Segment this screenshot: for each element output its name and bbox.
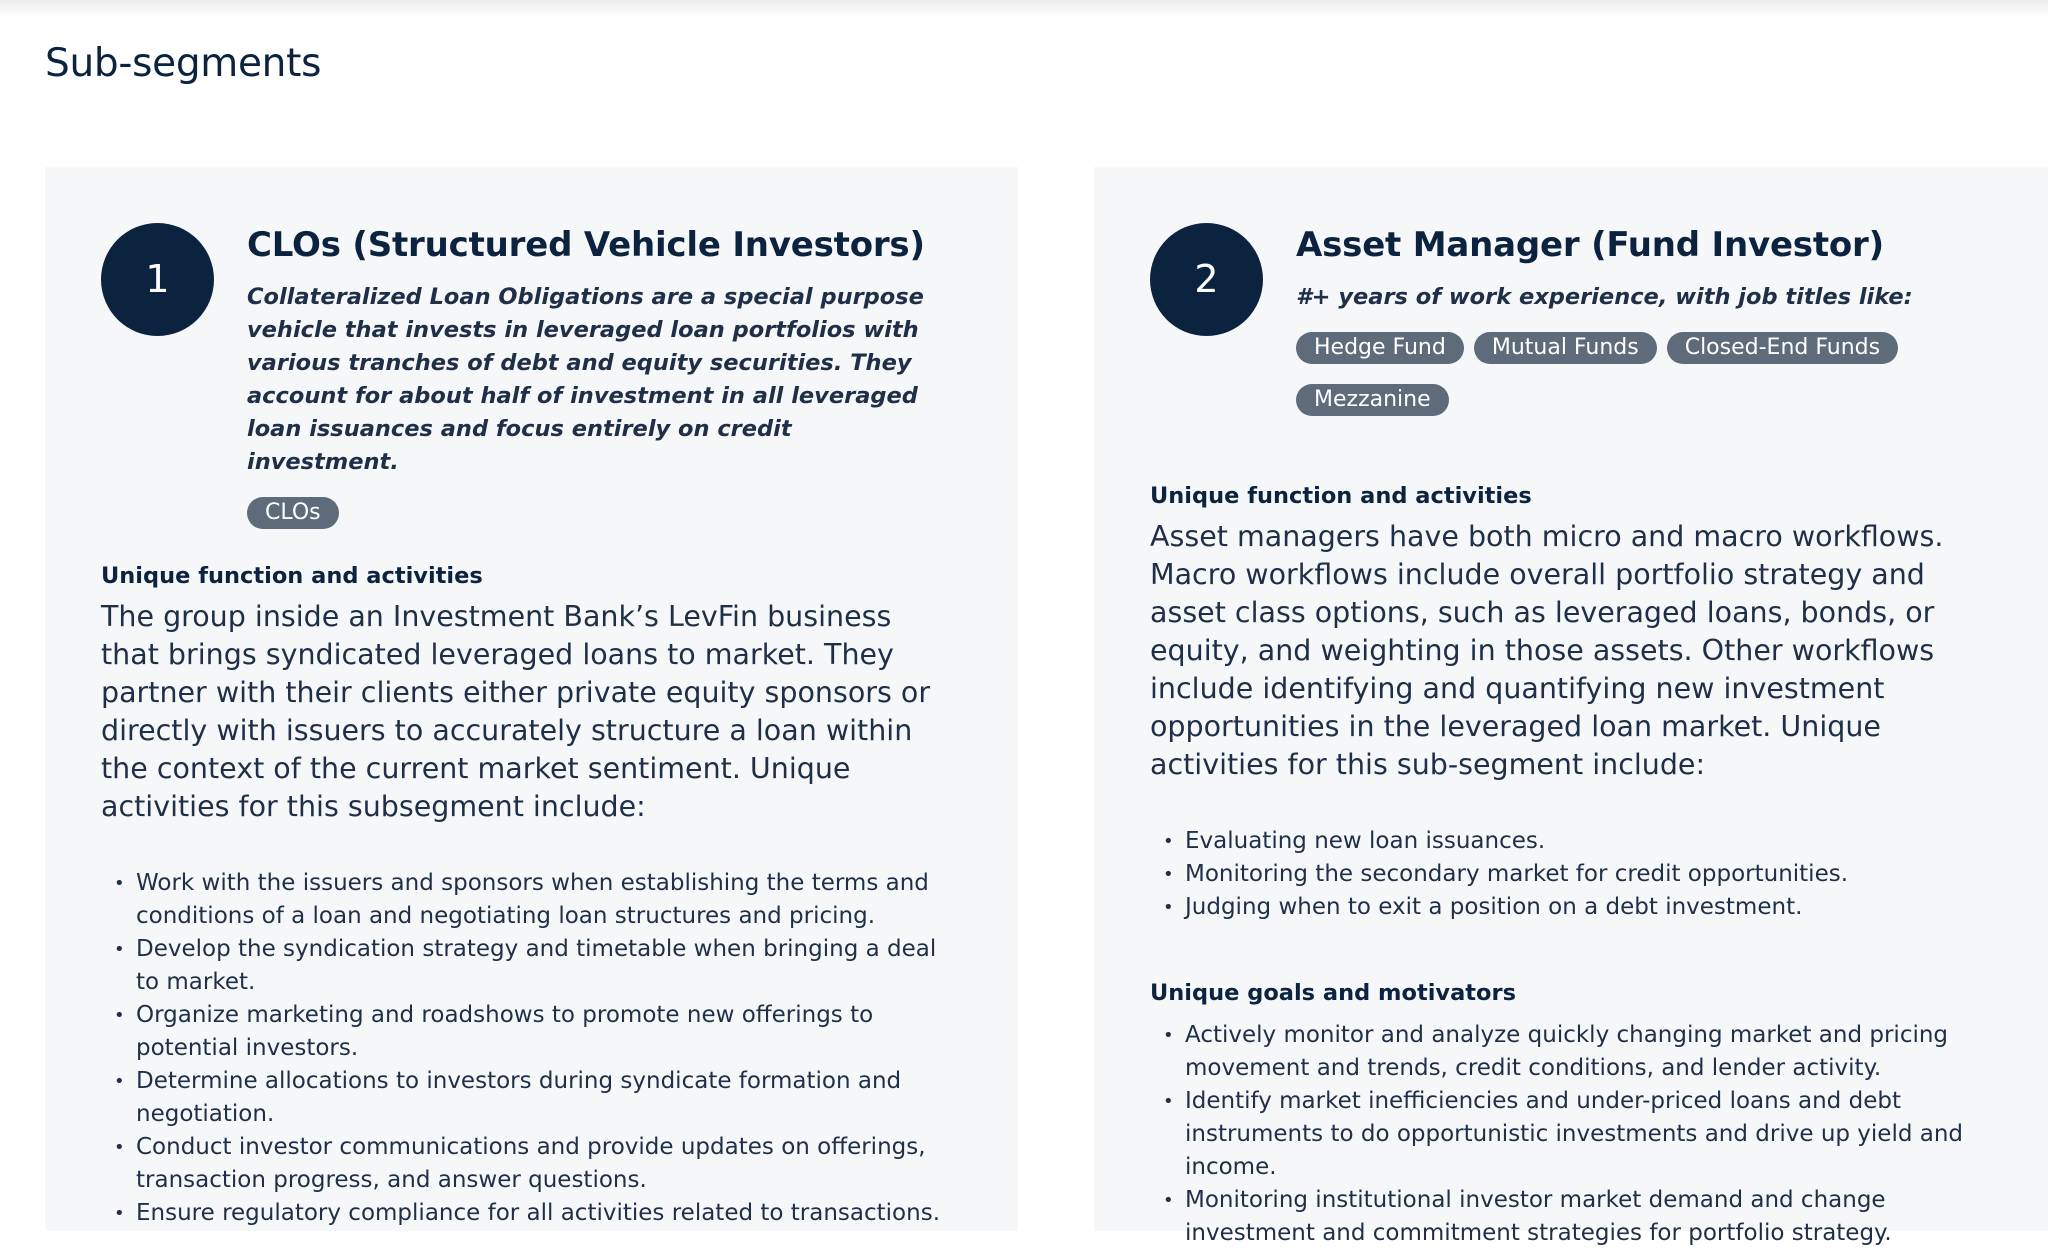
list-item: • Monitoring the secondary market for credit opportunities.	[1150, 858, 1980, 891]
activities-list	[1150, 825, 1980, 924]
subsegment-card-asset-manager	[1094, 167, 2048, 1246]
list-item: • Work with the issuers and sponsors when establishing the terms and conditions of a loan and negotiating loan structures and pricing.	[101, 867, 941, 933]
list-item: • Organize marketing and roadshows to promote new offerings to potential investors.	[101, 999, 941, 1065]
list-item: • Actively monitor and analyze quickly changing market and pricing movement and trends, credit conditions, and lender activity.	[1150, 1019, 1980, 1085]
list-item: • Develop the syndication strategy and timetable when bringing a deal to market.	[101, 933, 941, 999]
activities-section	[1150, 825, 1980, 924]
top-bar-shadow	[0, 0, 2048, 18]
number-badge: 1	[101, 223, 214, 336]
card-header	[247, 219, 947, 529]
tag-chip: Mezzanine	[1296, 384, 1449, 416]
list-item: • Ensure regulatory compliance for all activities related to transactions.	[101, 1197, 941, 1230]
card-header	[1296, 219, 2016, 416]
tag-chip: Mutual Funds	[1474, 332, 1657, 364]
list-item: • Identify market inefficiencies and under-priced loans and debt instruments to do opportunistic investments and drive up yield and income.	[1150, 1085, 1980, 1184]
tag-list	[1296, 332, 1936, 416]
list-item: • Evaluating new loan issuances.	[1150, 825, 1980, 858]
list-item: • Monitoring institutional investor market demand and change investment and commitment strategies for portfolio strategy.	[1150, 1184, 1980, 1250]
function-text: Asset managers have both micro and macro workflows. Macro workflows include overall portfolio strategy and asset class options, such as leveraged loans, bonds, or equity, and weighting in those assets. Other workflows include identifying and quantifying new investment opportunities in the leveraged loan market. Unique activities for this sub-segment include:	[1150, 520, 1944, 781]
card-description: Collateralized Loan Obligations are a special purpose vehicle that invests in leveraged loan portfolios with various tranches of debt and equity securities. They account for about half of investment in all leveraged loan issuances and focus entirely on credit investment.	[247, 284, 924, 475]
section-heading: Unique goals and motivators	[1150, 980, 1516, 1006]
goals-section	[1150, 977, 1980, 1250]
section-heading: Unique function and activities	[1150, 483, 1532, 509]
function-text: The group inside an Investment Bank’s LevFin business that brings syndicated leveraged loans to market. They partner with their clients either private equity sponsors or directly with issuers to accurately structure a loan within the context of the current market sentiment. Unique activities for this subsegment include:	[101, 600, 931, 823]
activities-list	[101, 867, 941, 1230]
page-title: Sub-segments	[45, 41, 322, 86]
list-item: • Determine allocations to investors during syndicate formation and negotiation.	[101, 1065, 941, 1131]
list-item: • Conduct investor communications and provide updates on offerings, transaction progress, and answer questions.	[101, 1131, 941, 1197]
function-section	[101, 560, 941, 826]
function-section	[1150, 480, 1980, 784]
section-heading: Unique function and activities	[101, 563, 483, 589]
card-title: CLOs (Structured Vehicle Investors)	[247, 225, 925, 265]
number-badge: 2	[1150, 223, 1263, 336]
list-item: • Judging when to exit a position on a debt investment.	[1150, 891, 1980, 924]
tag-chip: Hedge Fund	[1296, 332, 1464, 364]
goals-list	[1150, 1019, 1980, 1250]
activities-section	[101, 867, 941, 1230]
card-title: Asset Manager (Fund Investor)	[1296, 225, 1884, 265]
tag-chip: Closed-End Funds	[1667, 332, 1898, 364]
card-description: #+ years of work experience, with job titles like:	[1296, 284, 1913, 310]
subsegment-card-clos	[45, 167, 1018, 1231]
tag-list	[247, 497, 887, 529]
tag-chip: CLOs	[247, 497, 339, 529]
